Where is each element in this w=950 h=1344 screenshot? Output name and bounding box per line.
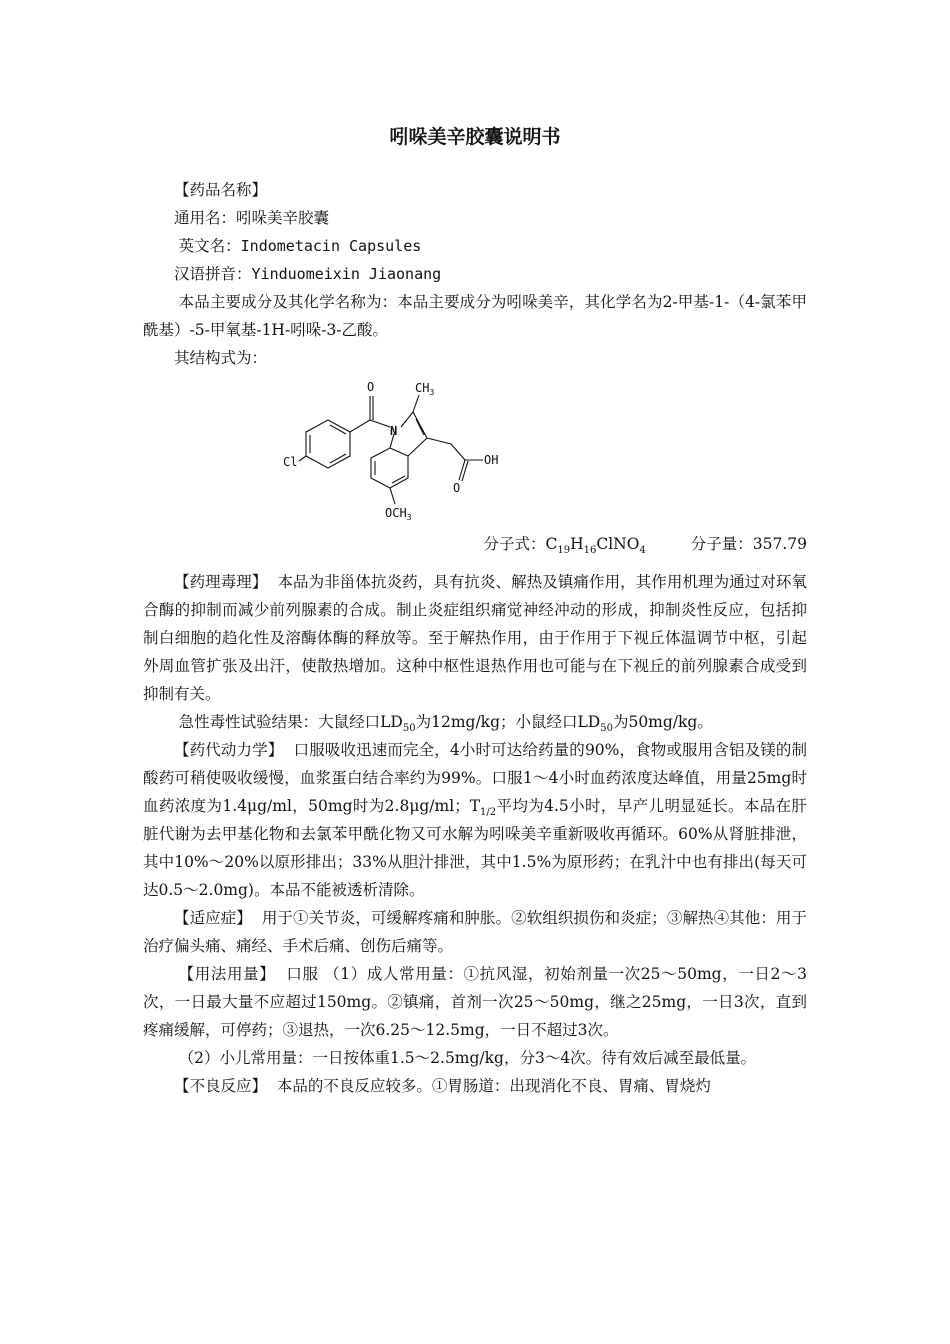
document-title: 吲哚美辛胶囊说明书 xyxy=(389,126,561,148)
atom-hydroxyl: OH xyxy=(484,453,499,467)
atom-oxygen-acid: O xyxy=(453,481,461,495)
indomethacin-structure-diagram xyxy=(283,378,513,523)
document-body xyxy=(143,176,807,1100)
atom-chlorine: Cl xyxy=(283,455,298,469)
composition-paragraph: 本品主要成分及其化学名称为：本品主要成分为吲哚美辛，其化学名为2-甲基-1-（4-氯苯甲酰基）-5-甲氧基-1H-吲哚-3-乙酸。 xyxy=(143,293,807,339)
indications-paragraph: 【适应症】 用于①关节炎，可缓解疼痛和肿胀。②软组织损伤和炎症；③解热④其他：用于治疗偏头痛、痛经、手术后痛、创伤后痛等。 xyxy=(143,909,807,955)
molecular-weight: 357.79 xyxy=(752,535,807,553)
child-dosage-paragraph: （2）小儿常用量：一日按体重1.5～2.5mg/kg，分3～4次。待有效后减至最低量。 xyxy=(178,1049,757,1067)
toxicity-paragraph: 急性毒性试验结果：大鼠经口$LD_{50}$为12mg/kg；小鼠经口$LD_{50}$为50mg/kg。 xyxy=(178,713,713,735)
english-name-line: 英文名：Indometacin Capsules xyxy=(178,237,422,255)
atom-methoxy: $OCH_3$ xyxy=(385,506,412,522)
structure-label: 其结构式为： xyxy=(174,349,268,367)
pharmacology-paragraph: 【药理毒理】 本品为非甾体抗炎药，具有抗炎、解热及镇痛作用，其作用机理为通过对环氧合酶的抑制而减少前列腺素的合成。制止炎症组织痛觉神经冲动的形成，抑制炎性反应，包括抑制白细胞的趋化性及溶酶体酶的释放等。至于解热作用，由于作用于下视丘体温调节中枢，引起外周血管扩张及出汗，使散热增加。这种中枢性退热作用也可能与在下视丘的前列腺素合成受到抑制有关。 xyxy=(143,573,807,703)
structural-formula xyxy=(143,372,807,522)
adverse-paragraph: 【不良反应】 本品的不良反应较多。①胃肠道：出现消化不良、胃痛、胃烧灼 xyxy=(174,1077,711,1095)
name-heading: 【药品名称】 xyxy=(174,181,268,199)
molecular-formula: $C_{19}H_{16}ClNO_4$ xyxy=(545,535,646,557)
indole-benzene-ring xyxy=(371,448,408,488)
molecular-formula-line: 分子式：$C_{19}H_{16}ClNO_4$ 分子量：357.79 xyxy=(483,535,807,557)
atom-nitrogen: N xyxy=(390,424,398,438)
pinyin-name-line: 汉语拼音：Yinduomeixin Jiaonang xyxy=(174,265,442,283)
chlorobenzene-ring xyxy=(306,420,350,468)
pharmacokinetics-paragraph: 【药代动力学】 口服吸收迅速而完全，4小时可达给药量的90%，食物或服用含铝及镁的制酸药可稍使吸收缓慢，血浆蛋白结合率约为99%。口服1～4小时血药浓度达峰值，用量25mg时血药浓度为1.4μg/ml，50mg时为2.8μg/ml；$T_{1/2}$平均为4.5小时，早产儿明显延长。本品在肝脏代谢为去甲基化物和去氯苯甲酰化物又可水解为吲哚美辛重新吸收再循环。60%从肾脏排泄，其中10%～20%以原形排出；33%从胆汁排泄，其中1.5%为原形药；在乳汁中也有排出(每天可达0.5～2.0mg)。本品不能被透析清除。 xyxy=(143,741,807,899)
dosage-paragraph: 【用法用量】 口服 （1）成人常用量：①抗风湿，初始剂量一次25～50mg，一日2～3次，一日最大量不应超过150mg。②镇痛，首剂一次25～50mg，继之25mg，一日3次，直到疼痛缓解，可停药；③退热，一次6.25～12.5mg，一日不超过3次。 xyxy=(143,965,807,1039)
atom-methyl: $CH_3$ xyxy=(415,381,435,397)
generic-name-line: 通用名：吲哚美辛胶囊 xyxy=(174,209,330,227)
atom-oxygen-carbonyl: O xyxy=(367,380,375,394)
